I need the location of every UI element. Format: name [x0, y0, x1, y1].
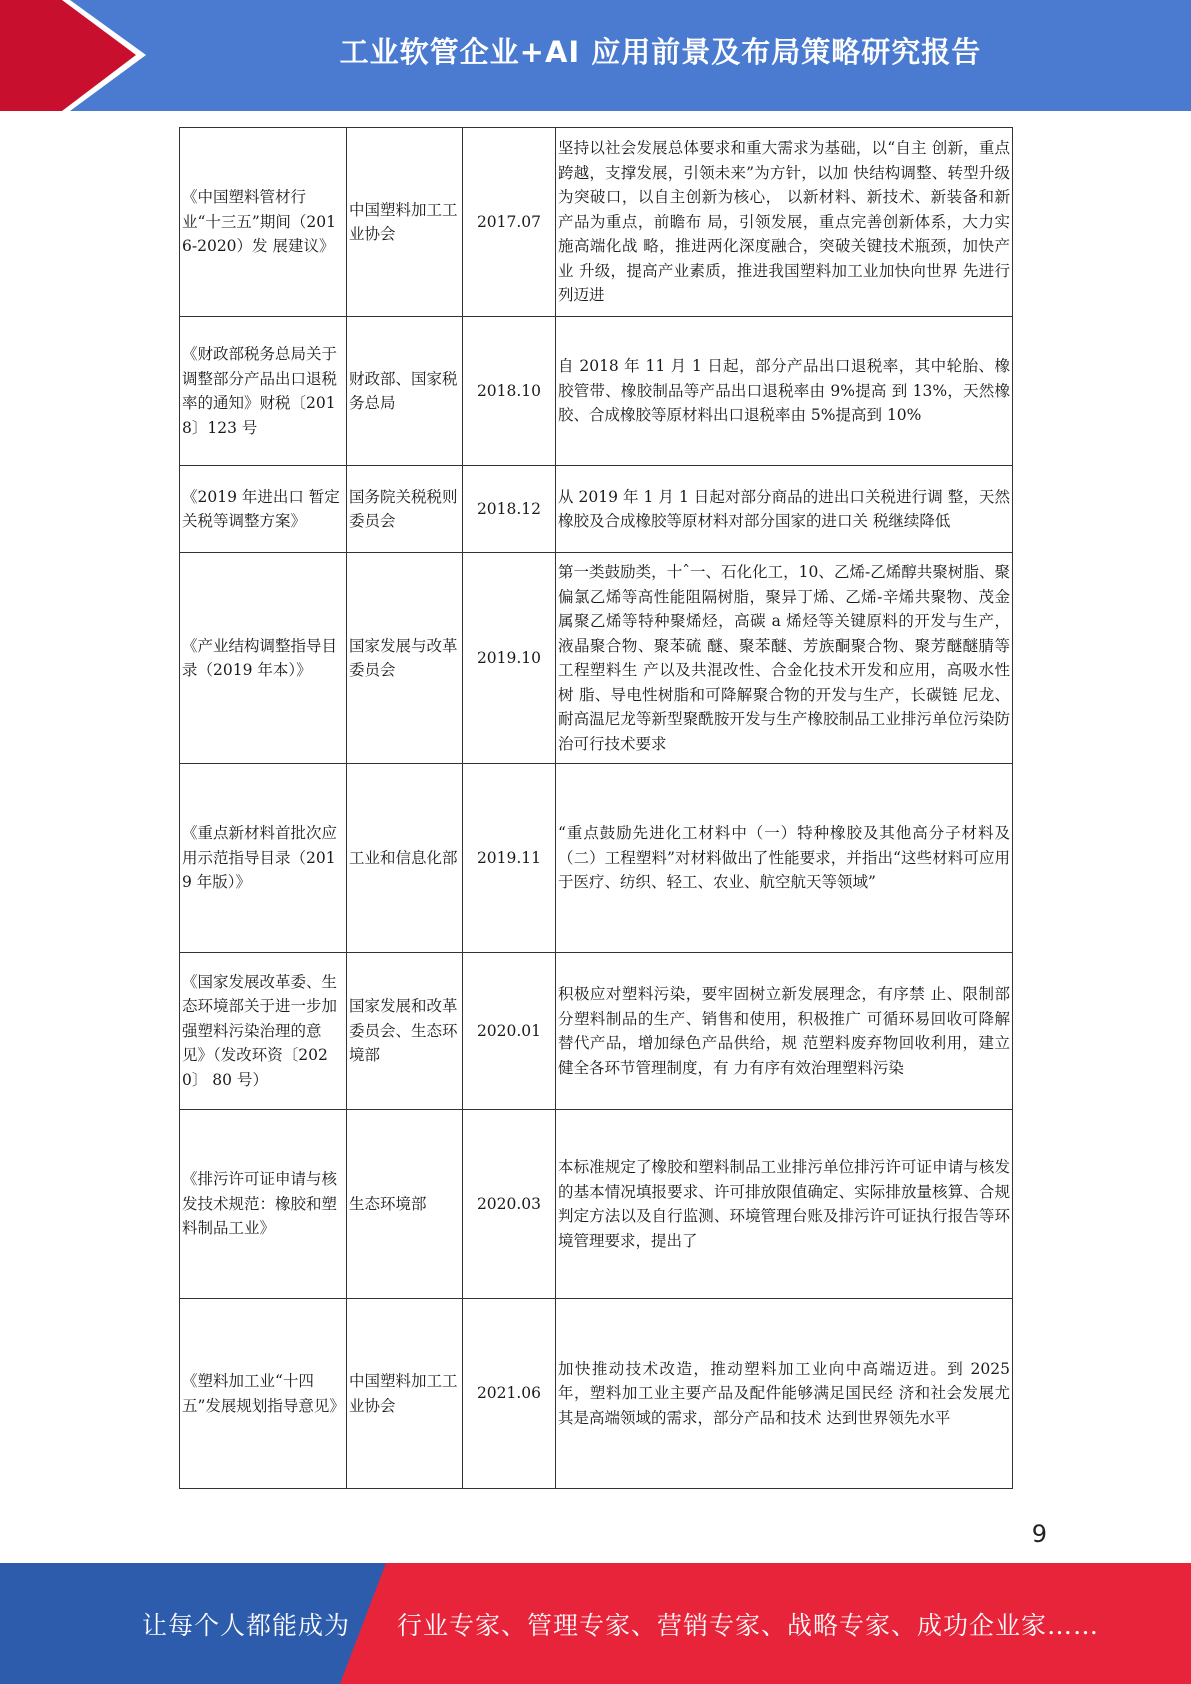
table-row	[180, 128, 1013, 317]
issuing-org: 工业和信息化部	[347, 764, 463, 953]
issue-date: 2017.07	[463, 128, 556, 317]
page-footer	[0, 1563, 1191, 1684]
policy-name: 《重点新材料首批次应用示范指导目录（2019 年版）》	[180, 764, 347, 953]
policy-table	[179, 127, 1013, 1489]
issue-date: 2019.11	[463, 764, 556, 953]
policy-name: 《2019 年进出口 暂定关税等调整方案》	[180, 466, 347, 553]
issuing-org: 生态环境部	[347, 1110, 463, 1299]
table-row	[180, 953, 1013, 1110]
table-row	[180, 466, 1013, 553]
red-chevron-arrow-icon	[0, 0, 160, 111]
issue-date: 2019.10	[463, 553, 556, 764]
issuing-org: 国务院关税税则委员会	[347, 466, 463, 553]
footer-slogan-right: 行业专家、管理专家、营销专家、战略专家、成功企业家……	[397, 1610, 1100, 1640]
table-row	[180, 1299, 1013, 1489]
report-title: 工业软管企业+AI 应用前景及布局策略研究报告	[339, 34, 982, 69]
policy-content: 加快推动技术改造，推动塑料加工业向中高端迈进。到 2025 年，塑料加工业主要产品及配件能够满足国民经 济和社会发展尤其是高端领域的需求，部分产品和技术 达到世界领先水平	[556, 1299, 1013, 1489]
footer-slogan-left: 让每个人都能成为	[142, 1610, 351, 1640]
policy-content: 坚持以社会发展总体要求和重大需求为基础，以“自主 创新，重点跨越，支撑发展，引领未来”为方针，以加 快结构调整、转型升级为突破口，以自主创新为核心， 以新材料、新技术、新装备和新产品为重点，前瞻布 局，引领发展，重点完善创新体系，大力实施高端化战 略，推进两化深度融合，突破关键技术瓶颈，加快产业 升级，提高产业素质，推进我国塑料加工业加快向世界 先进行列迈进	[556, 128, 1013, 317]
policy-content: “重点鼓励先进化工材料中（一）特种橡胶及其他高分子材料及（二）工程塑料”对材料做出了性能要求，并指出“这些材料可应用于医疗、纺织、轻工、农业、航空航天等领域”	[556, 764, 1013, 953]
issuing-org: 中国塑料加工工业协会	[347, 1299, 463, 1489]
policy-content: 本标准规定了橡胶和塑料制品工业排污单位排污许可证申请与核发的基本情况填报要求、许可排放限值确定、实际排放量核算、合规判定方法以及自行监测、环境管理台账及排污许可证执行报告等环境管理要求，提出了	[556, 1110, 1013, 1299]
table-row	[180, 317, 1013, 466]
policy-content: 第一类鼓励类，十ˆ一、石化化工，10、乙烯-乙烯醇共聚树脂、聚偏氯乙烯等高性能阻隔树脂，聚异丁烯、乙烯-辛烯共聚物、茂金属聚乙烯等特种聚烯烃，高碳 a 烯烃等关键原料的开发与生产，液晶聚合物、聚苯硫 醚、聚苯醚、芳族酮聚合物、聚芳醚醚腈等工程塑料生 产以及共混改性、合金化技术开发和应用，高吸水性树 脂、导电性树脂和可降解聚合物的开发与生产，长碳链 尼龙、耐高温尼龙等新型聚酰胺开发与生产橡胶制品工业排污单位污染防治可行技术要求	[556, 553, 1013, 764]
policy-content: 积极应对塑料污染，要牢固树立新发展理念，有序禁 止、限制部分塑料制品的生产、销售和使用，积极推广 可循环易回收可降解替代产品，增加绿色产品供给，规 范塑料废弃物回收利用，建立健全各环节管理制度，有 力有序有效治理塑料污染	[556, 953, 1013, 1110]
issue-date: 2020.01	[463, 953, 556, 1110]
policy-name: 《国家发展改革委、生态环境部关于进一步加强塑料污染治理的意见》（发改环资〔2020〕 80 号）	[180, 953, 347, 1110]
page-header	[0, 0, 1191, 111]
page-number: 9	[1031, 1520, 1047, 1548]
issuing-org: 国家发展和改革委员会、生态环境部	[347, 953, 463, 1110]
issuing-org: 财政部、国家税务总局	[347, 317, 463, 466]
issuing-org: 国家发展与改革委员会	[347, 553, 463, 764]
policy-content: 从 2019 年 1 月 1 日起对部分商品的进出口关税进行调 整，天然橡胶及合成橡胶等原材料对部分国家的进口关 税继续降低	[556, 466, 1013, 553]
table-row	[180, 1110, 1013, 1299]
issuing-org: 中国塑料加工工业协会	[347, 128, 463, 317]
table-row	[180, 764, 1013, 953]
policy-name: 《塑料加工业“十四五”发展规划指导意见》	[180, 1299, 347, 1489]
issue-date: 2020.03	[463, 1110, 556, 1299]
policy-name: 《排污许可证申请与核发技术规范：橡胶和塑料制品工业》	[180, 1110, 347, 1299]
policy-name: 《中国塑料管材行业“十三五”期间（2016-2020）发 展建议》	[180, 128, 347, 317]
policy-content: 自 2018 年 11 月 1 日起，部分产品出口退税率，其中轮胎、橡胶管带、橡胶制品等产品出口退税率由 9%提高 到 13%，天然橡胶、合成橡胶等原材料出口退税率由 5%提高到 10%	[556, 317, 1013, 466]
issue-date: 2018.12	[463, 466, 556, 553]
policy-name: 《产业结构调整指导目录（2019 年本）》	[180, 553, 347, 764]
issue-date: 2021.06	[463, 1299, 556, 1489]
policy-name: 《财政部税务总局关于调整部分产品出口退税率的通知》财税〔2018〕123 号	[180, 317, 347, 466]
table-row	[180, 553, 1013, 764]
issue-date: 2018.10	[463, 317, 556, 466]
